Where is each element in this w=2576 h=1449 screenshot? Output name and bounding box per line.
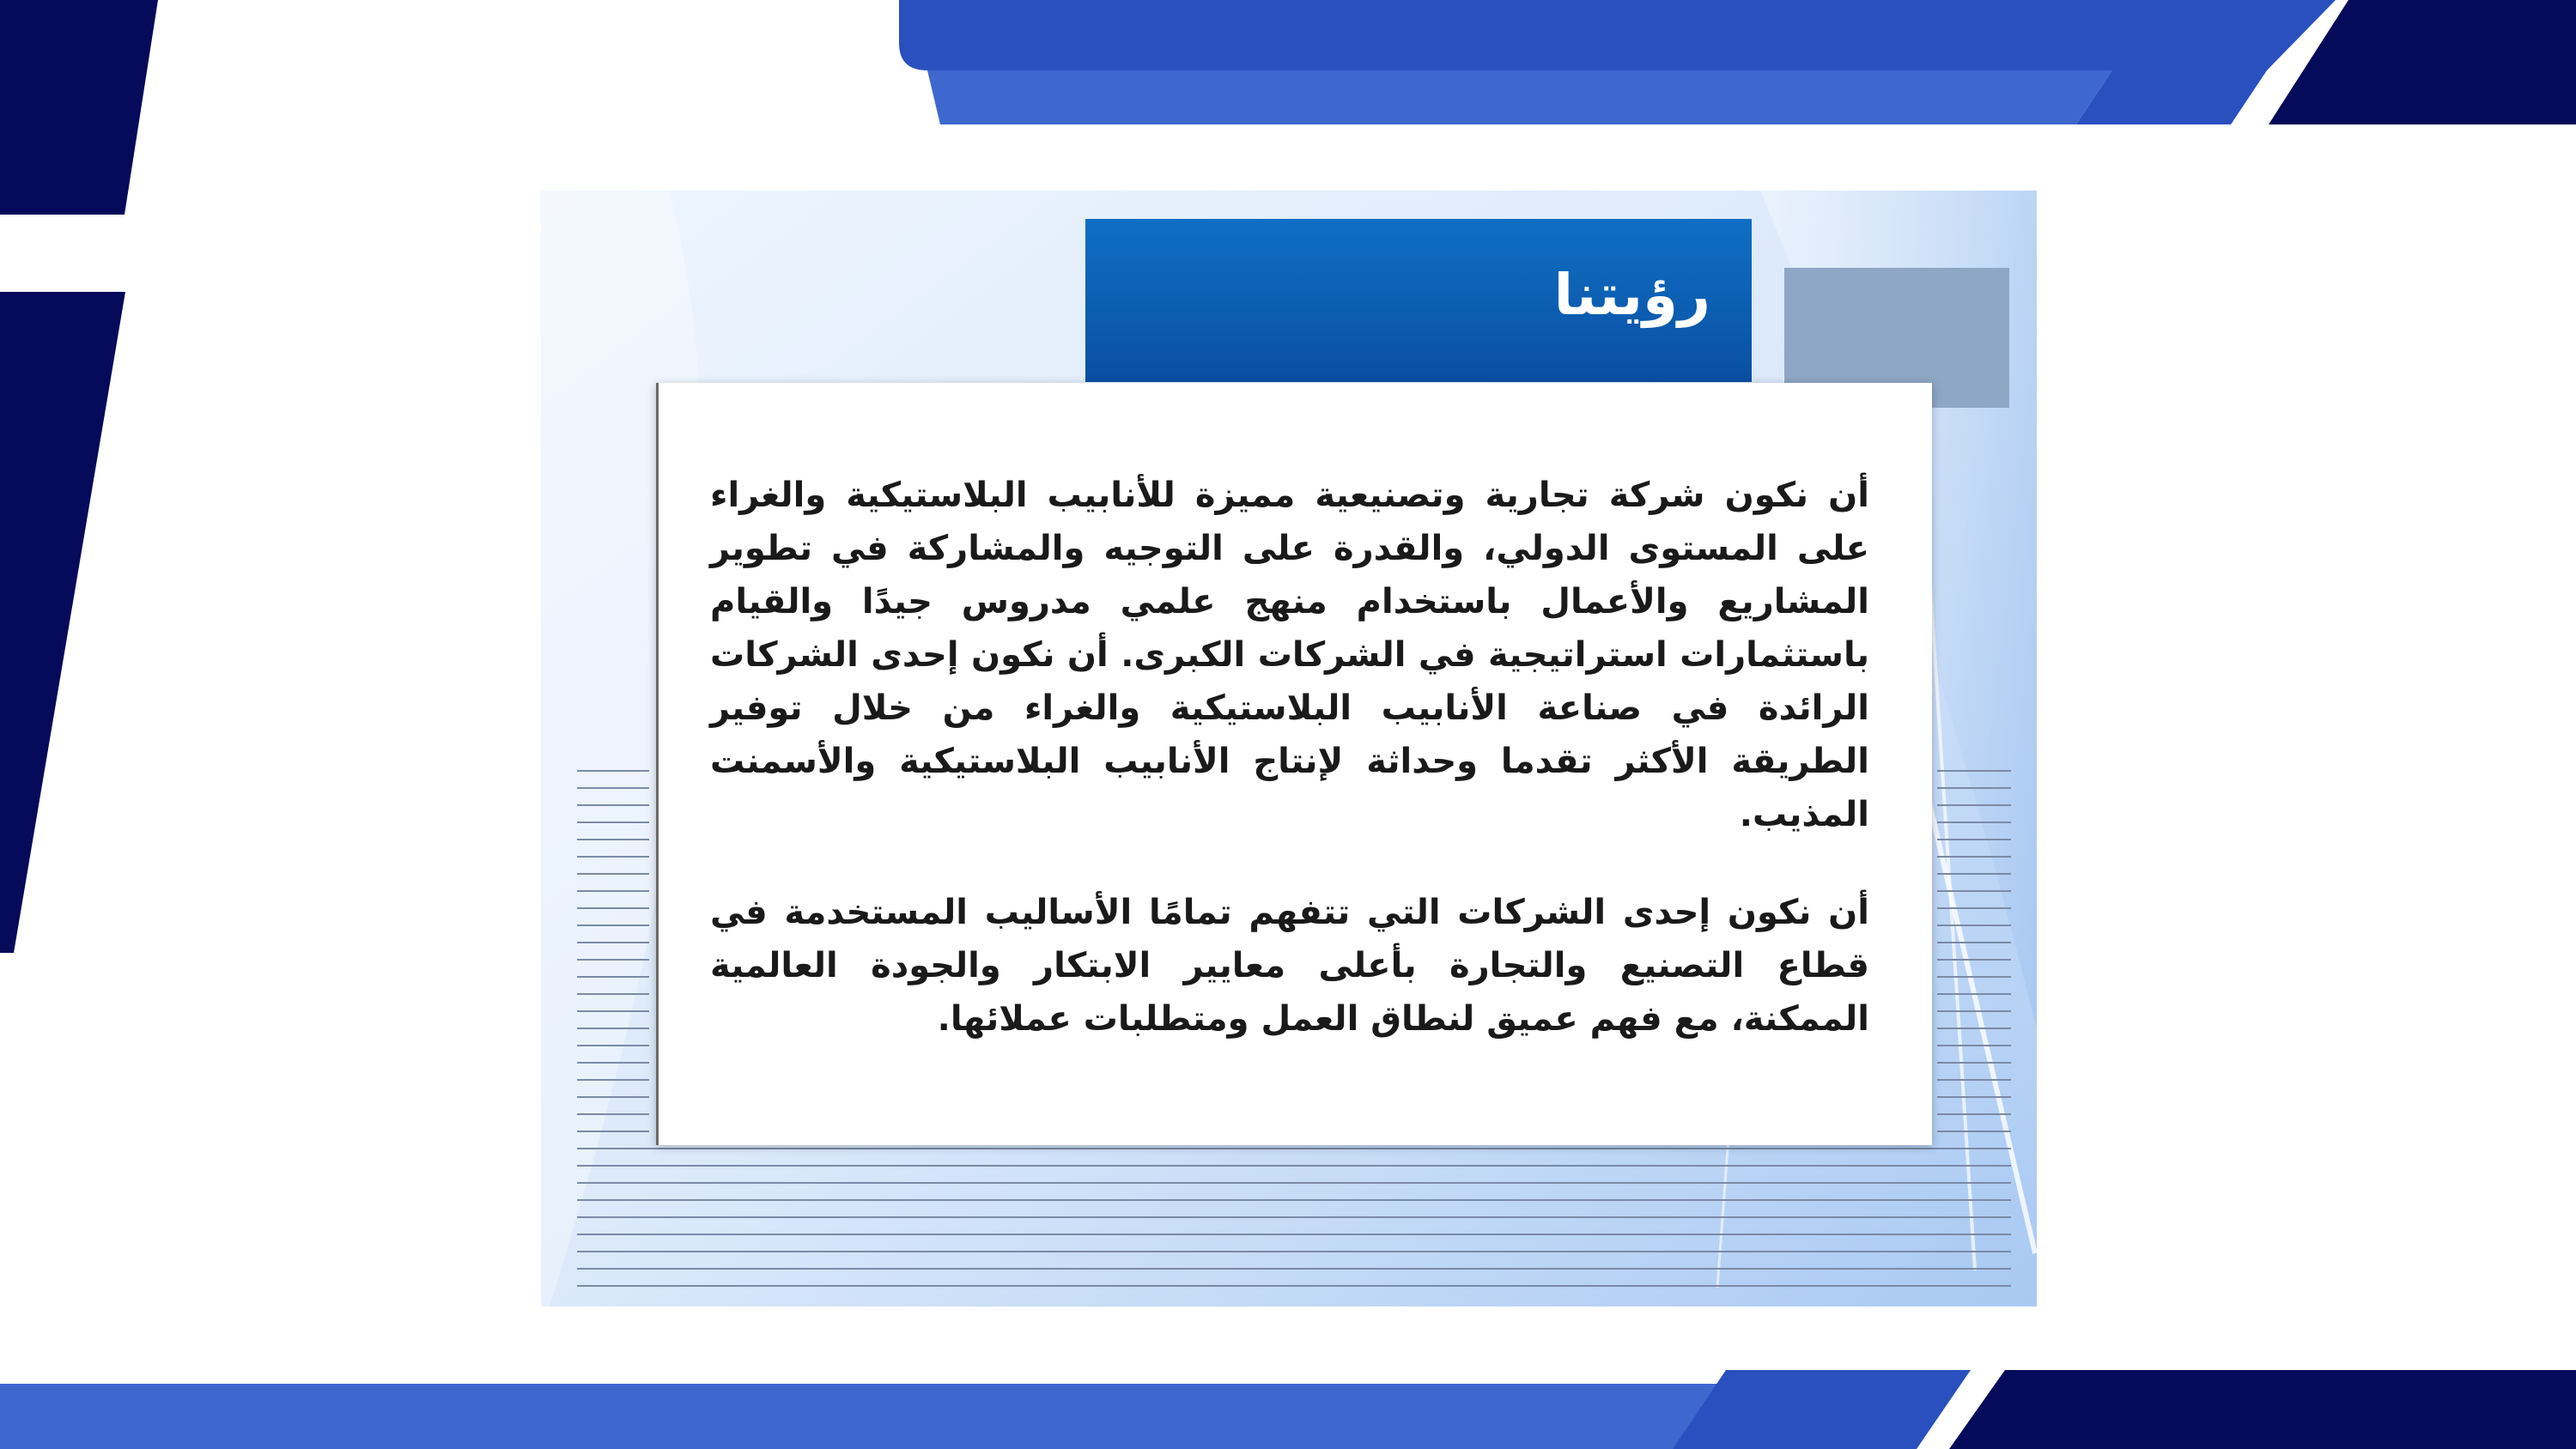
bottom-navy-bar — [1949, 1370, 2576, 1449]
bottom-lightblue-bar — [0, 1384, 1726, 1449]
slide-title: رؤيتنا — [1553, 262, 1710, 328]
top-left-navy-bar — [0, 0, 158, 215]
body-text — [710, 469, 1869, 1046]
title-box — [1085, 219, 1752, 382]
left-navy-bar — [0, 292, 125, 953]
bottom-blue-bar — [1673, 1370, 1971, 1449]
top-banner-lightblue — [927, 70, 2112, 124]
paragraph-2: أن نكون إحدى الشركات التي تتفهم تمامًا الأساليب المستخدمة في قطاع التصنيع والتجارة بأعلى معايير الابتكار والجودة العالمية الممكنة، مع فهم عميق لنطاق العمل ومتطلبات عملائها. — [710, 893, 1869, 1039]
content-card — [656, 383, 1932, 1145]
paragraph-1: أن نكون شركة تجارية وتصنيعية مميزة للأنابيب البلاستيكية والغراء على المستوى الدولي، والقدرة على التوجيه والمشاركة في تطوير المشاريع والأعمال باستخدام منهج علمي مدروس جيدًا والقيام باستثمارات استراتيجية في الشركات الكبرى. أن نكون إحدى الشركات الرائدة في صناعة الأنابيب البلاستيكية والغراء من خلال توفير الطريقة الأكثر تقدما وحداثة لإنتاج الأنابيب البلاستيكية والأسمنت المذيب. — [710, 476, 1869, 834]
top-banner-blue — [899, 0, 2336, 70]
